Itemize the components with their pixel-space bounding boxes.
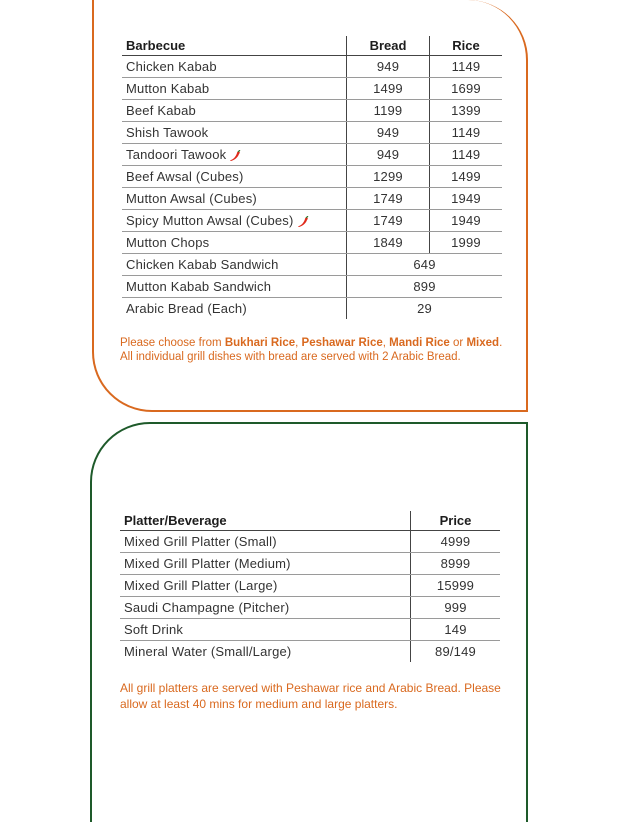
rice-price: 1699 [430,78,503,100]
platter-note: All grill platters are served with Peshawar rice and Arabic Bread. Please allow at least 40 mins for medium and large platters. [120,681,501,711]
table-row [120,619,500,641]
note-suffix: . All individual grill dishes with bread are served with 2 Arabic Bread. [120,337,503,363]
platter-rows [120,531,500,663]
note-option-bukhari: Bukhari Rice [224,337,296,349]
rice-price: 1949 [430,210,503,232]
item-label: Mutton Chops [126,235,210,250]
item-name: Mixed Grill Platter (Large) [120,575,411,597]
item-price: 8999 [411,553,501,575]
item-label: Mutton Awsal (Cubes) [126,191,257,206]
bread-price: 1749 [347,210,430,232]
item-price: 15999 [411,575,501,597]
table-row [120,575,500,597]
item-name: Mutton Kabab Sandwich [122,276,347,298]
item-label: Beef Kabab [126,103,196,118]
rice-price: 1999 [430,232,503,254]
note-option-mandi: Mandi Rice [389,337,450,349]
item-name [122,144,347,166]
rice-price: 1149 [430,56,503,78]
item-label: Beef Awsal (Cubes) [126,169,244,184]
item-price: 29 [347,298,503,320]
note-prefix: Please choose from [120,337,225,349]
rice-price: 1949 [430,188,503,210]
item-name [122,122,347,144]
bread-header: Bread [347,36,430,56]
table-row [122,122,502,144]
note-option-mixed: Mixed [466,337,500,349]
note-option-peshawar: Peshawar Rice [301,337,383,349]
item-name [122,188,347,210]
bread-price: 949 [347,144,430,166]
table-row [122,100,502,122]
barbecue-note [120,336,512,364]
item-price: 4999 [411,531,501,553]
item-label: Tandoori Tawook [126,147,227,162]
item-name: Arabic Bread (Each) [126,301,247,316]
item-name: Mineral Water (Small/Large) [124,644,292,659]
price-header: Price [411,511,501,531]
bread-price: 1749 [347,188,430,210]
table-row [120,531,500,553]
bread-price: 1199 [347,100,430,122]
item-name: Soft Drink [120,619,411,641]
rice-price: 1149 [430,144,503,166]
item-label: Chicken Kabab [126,59,217,74]
bread-price: 1849 [347,232,430,254]
barbecue-table [122,36,502,319]
item-name: Mixed Grill Platter (Small) [120,531,411,553]
rice-price: 1399 [430,100,503,122]
bread-price: 949 [347,56,430,78]
platter-table [120,511,500,662]
table-row [122,232,502,254]
note-sep: , [295,337,302,349]
table-row [122,210,502,232]
table-row [122,78,502,100]
table-row [122,254,502,276]
item-price: 649 [347,254,503,276]
bread-price: 1499 [347,78,430,100]
chili-pepper-icon [229,150,241,162]
platter-header-row [120,511,500,531]
barbecue-rows [122,56,502,320]
item-label: Spicy Mutton Awsal (Cubes) [126,213,294,228]
item-price: 999 [411,597,501,619]
table-row [120,597,500,619]
item-price: 149 [411,619,501,641]
platter-header: Platter/Beverage [120,511,411,531]
barbecue-header-row [122,36,502,56]
item-name [122,78,347,100]
bread-price: 1299 [347,166,430,188]
item-name [122,210,347,232]
barbecue-card [92,0,528,412]
barbecue-header: Barbecue [122,36,347,56]
table-row [120,641,500,663]
table-row [122,188,502,210]
table-row [120,553,500,575]
platter-card [90,422,528,822]
item-price: 899 [347,276,503,298]
rice-header: Rice [430,36,503,56]
bread-price: 949 [347,122,430,144]
rice-price: 1149 [430,122,503,144]
item-price: 89/149 [411,641,501,663]
table-row [122,144,502,166]
note-sep: , [382,337,390,349]
item-label: Shish Tawook [126,125,209,140]
item-name [122,232,347,254]
table-row [122,276,502,298]
item-name [122,56,347,78]
table-row [122,166,502,188]
rice-price: 1499 [430,166,503,188]
item-name [122,166,347,188]
item-label: Mutton Kabab [126,81,210,96]
item-name: Chicken Kabab Sandwich [122,254,347,276]
note-or: or [449,337,467,349]
item-name: Saudi Champagne (Pitcher) [120,597,411,619]
table-row [122,56,502,78]
chili-pepper-icon [297,216,309,228]
item-name [122,100,347,122]
table-row [122,298,502,320]
item-name: Mixed Grill Platter (Medium) [120,553,411,575]
